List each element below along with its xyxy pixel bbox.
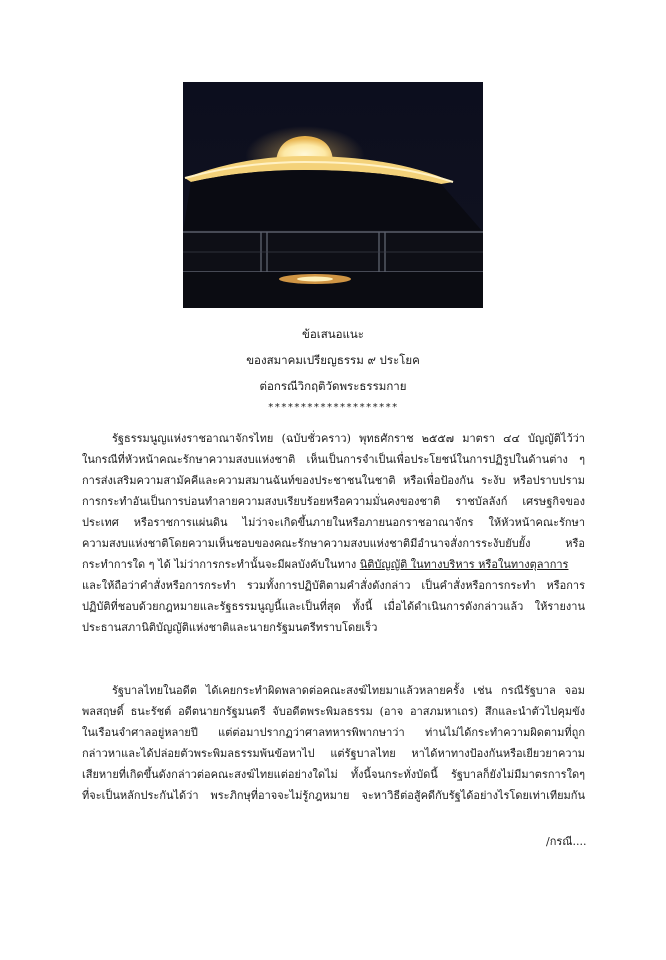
separator-stars: ********************: [267, 402, 399, 413]
paragraph-line: ความสงบแห่งชาติโดยความเห็นชอบของคณะรักษาความสงบแห่งชาติมีอำนาจสั่งการระงับยับยั้ง หรือ: [82, 537, 585, 550]
paragraph-line: รัฐธรรมนูญแห่งราชอาณาจักรไทย (ฉบับชั่วคราว) พุทธศักราช ๒๕๕๗ มาตรา ๔๔ บัญญัติไว้ว่า: [112, 432, 585, 445]
paragraph-line: ปฏิบัติที่ชอบด้วยกฎหมายและรัฐธรรมนูญนี้และเป็นที่สุด ทั้งนี้ เมื่อได้ดำเนินการดังกล่าวแล้ว ให้รายงาน: [82, 600, 585, 613]
line-text: กระทำการใด ๆ ได้ ไม่ว่าการกระทำนั้นจะมีผลบังคับในทาง: [82, 558, 360, 571]
dome-photo: [183, 82, 483, 308]
paragraph-line: เสียหายที่เกิดขึ้นดังกล่าวต่อคณะสงฆ์ไทยแต่อย่างใดไม่ ทั้งนี้จนกระทั่งบัดนี้ รัฐบาลก็ยังไม่มีมาตรการใดๆ: [82, 768, 585, 781]
underlined-phrase: นิติบัญญัติ ในทางบริหาร หรือในทางตุลาการ: [359, 558, 569, 571]
paragraph-line: ประธานสภานิติบัญญัติแห่งชาติและนายกรัฐมนตรีทราบโดยเร็ว: [82, 621, 378, 634]
paragraph-line: และให้ถือว่าคำสั่งหรือการกระทำ รวมทั้งการปฏิบัติตามคำสั่งดังกล่าว เป็นคำสั่งหรือการกระทำ หรือการ: [82, 579, 585, 592]
document-subtitle: ของสมาคมเปรียญธรรม ๙ ประโยค: [246, 353, 420, 367]
paragraph-line: ในเรือนจำศาลอยู่หลายปี แต่ต่อมาปรากฏว่าศาลทหารพิพากษาว่า ท่านไม่ได้กระทำความผิดตามที่ถูก: [82, 726, 585, 739]
paragraph-line: รัฐบาลไทยในอดีต ได้เคยกระทำผิดพลาดต่อคณะสงฆ์ไทยมาแล้วหลายครั้ง เช่น กรณีรัฐบาล จอม: [112, 684, 585, 697]
paragraph-line: ประเทศ หรือราชการแผ่นดิน ไม่ว่าจะเกิดขึ้นภายในหรือภายนอกราชอาณาจักร ให้หัวหน้าคณะรักษา: [82, 516, 585, 529]
document-title: ข้อเสนอแนะ: [302, 327, 364, 341]
illuminated-dome-image: [183, 82, 483, 308]
continuation-marker: /กรณี....: [546, 835, 587, 848]
paragraph-2: [82, 680, 585, 806]
paragraph-line: พลสฤษดิ์ ธนะรัชต์ อดีตนายกรัฐมนตรี จับอดีตพระพิมลธรรม (อาจ อาสภมหาเถร) สึกและนำตัวไปคุมขัง: [82, 705, 585, 718]
paragraph-1: [82, 428, 585, 638]
paragraph-line: ที่จะเป็นหลักประกันได้ว่า พระภิกษุที่อาจจะไม่รู้กฎหมาย จะหาวิธีต่อสู้คดีกับรัฐได้อย่างไรโดยเท่าเทียมกัน: [82, 789, 585, 802]
paragraph-line: การส่งเสริมความสามัคคีและความสมานฉันท์ของประชาชนในชาติ หรือเพื่อป้องกัน ระงับ หรือปราบปราม: [82, 474, 585, 487]
paragraph-line: กล่าวหาและได้ปล่อยตัวพระพิมลธรรมพ้นข้อหาไป แต่รัฐบาลไทย หาได้หาทางป้องกันหรือเยียวยาความ: [82, 747, 585, 760]
paragraph-line: ในกรณีที่หัวหน้าคณะรักษาความสงบแห่งชาติ เห็นเป็นการจำเป็นเพื่อประโยชน์ในการปฏิรูปในด้านต่าง ๆ: [82, 453, 585, 466]
document-topic: ต่อกรณีวิกฤติวัดพระธรรมกาย: [259, 379, 407, 393]
paragraph-line: [82, 554, 585, 575]
paragraph-line: การกระทำอันเป็นการบ่อนทำลายความสงบเรียบร้อยหรือความมั่นคงของชาติ ราชบัลลังก์ เศรษฐกิจของ: [82, 495, 585, 508]
